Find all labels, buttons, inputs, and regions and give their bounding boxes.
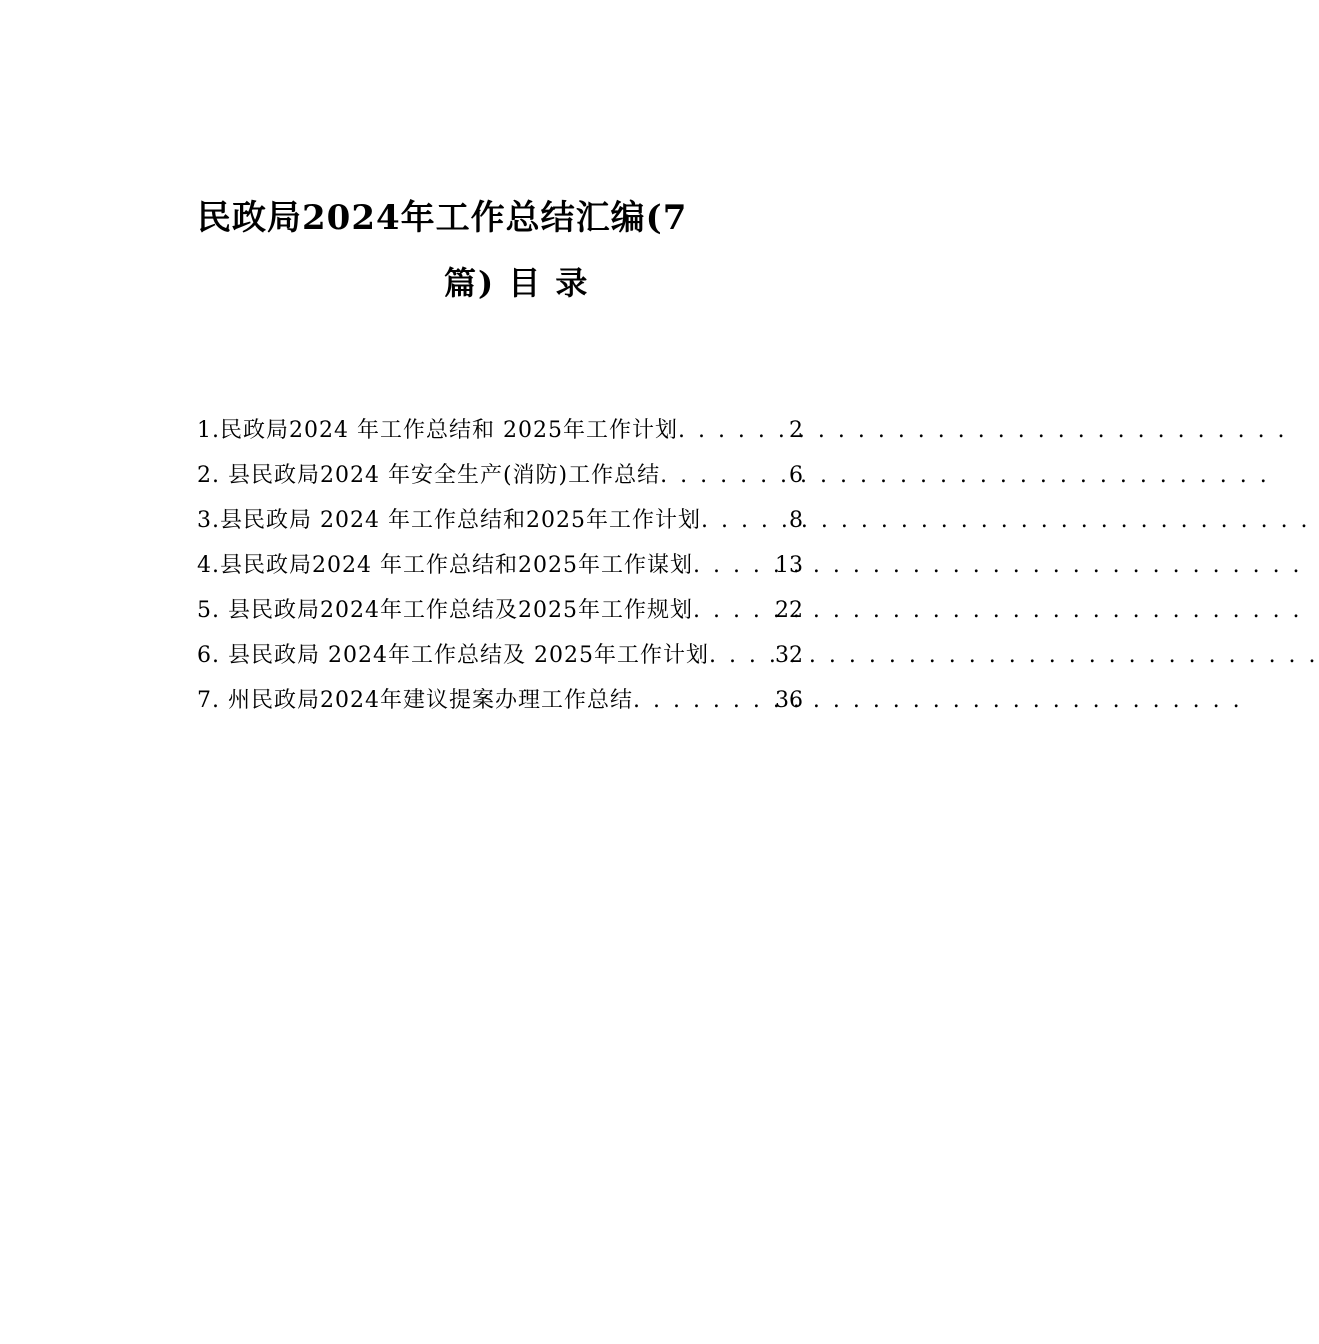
document-title-line1: 民政局2024年工作总结汇编(7 (197, 198, 688, 238)
toc-page-number: 22 (775, 598, 803, 623)
table-of-contents (197, 413, 803, 728)
toc-entry-5[interactable] (197, 593, 803, 638)
toc-page-number: 2 (789, 418, 803, 443)
toc-entry-title: 2. 县民政局2024 年安全生产(消防)工作总结 (197, 463, 661, 488)
toc-page-number: 6 (789, 463, 803, 488)
toc-dot-leader (693, 598, 773, 623)
toc-dot-leader (633, 688, 773, 713)
toc-entry-7[interactable] (197, 683, 803, 728)
toc-entry-title: 7. 州民政局2024年建议提案办理工作总结 (197, 688, 633, 713)
toc-page-number: 13 (775, 553, 803, 578)
toc-page-number: 36 (775, 688, 803, 713)
toc-entry-3[interactable] (197, 503, 803, 548)
toc-entry-1[interactable] (197, 413, 803, 458)
toc-page-number: 32 (775, 643, 803, 668)
toc-entry-4[interactable] (197, 548, 803, 593)
toc-entry-title: 6. 县民政局 2024年工作总结及 2025年工作计划 (197, 643, 709, 668)
toc-page-number: 8 (789, 508, 803, 533)
toc-dot-leader (709, 643, 773, 668)
toc-dot-leader (678, 418, 787, 443)
toc-dot-leader (693, 553, 773, 578)
toc-entry-title: 1.民政局2024 年工作总结和 2025年工作计划 (197, 418, 678, 443)
toc-entry-title: 3.县民政局 2024 年工作总结和2025年工作计划 (197, 508, 701, 533)
toc-dot-leader (660, 463, 787, 488)
toc-entry-6[interactable] (197, 638, 803, 683)
toc-entry-title: 5. 县民政局2024年工作总结及2025年工作规划 (197, 598, 693, 623)
document-title-line2: 篇) 目 录 (444, 264, 590, 302)
toc-entry-2[interactable] (197, 458, 803, 503)
toc-entry-title: 4.县民政局2024 年工作总结和2025年工作谋划 (197, 553, 693, 578)
toc-dot-leader (701, 508, 787, 533)
